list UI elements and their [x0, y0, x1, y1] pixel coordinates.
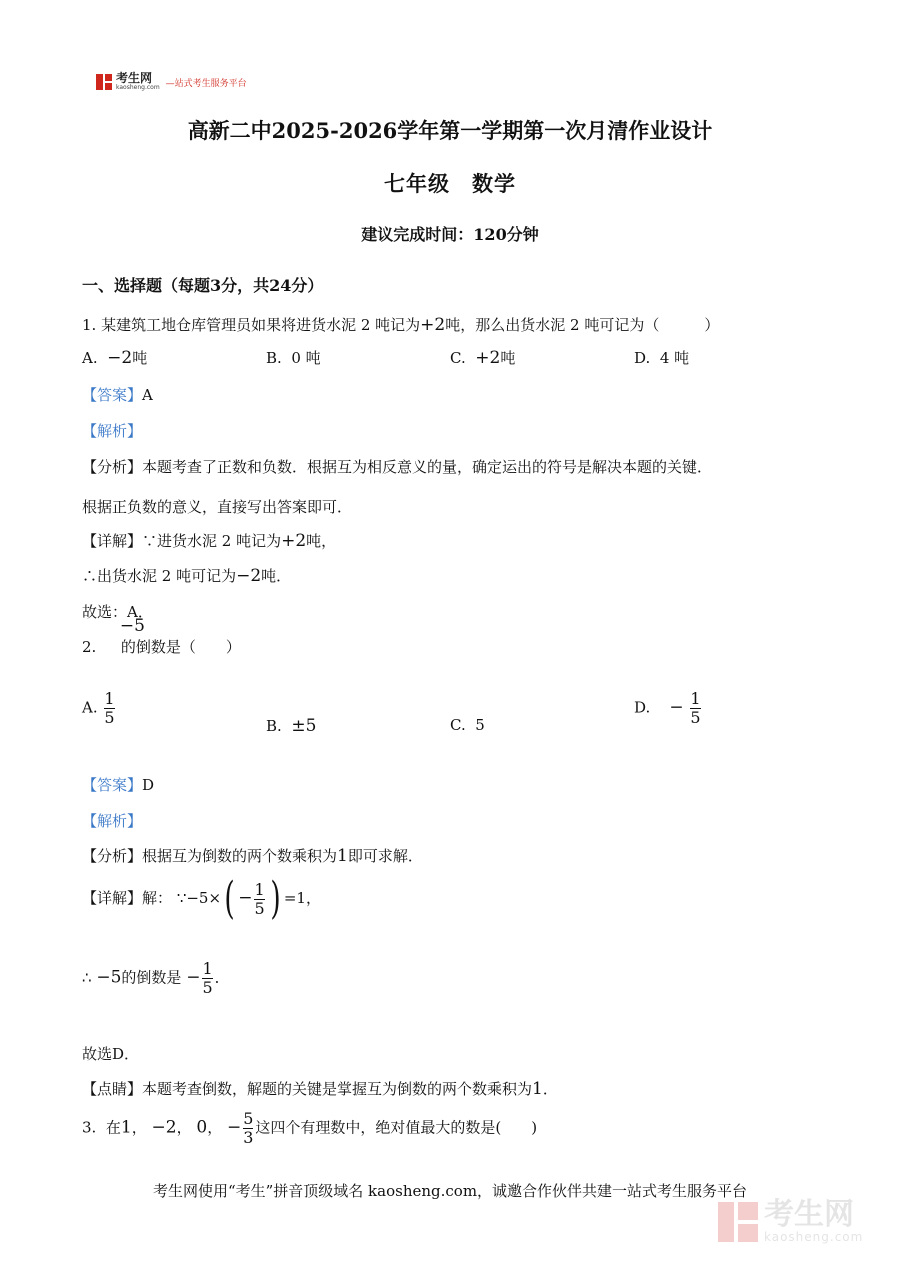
watermark-logo-icon: [718, 1202, 758, 1242]
q2-therefore: ∴ −5的倒数是 − $\frac{1}{5}$ ．: [82, 959, 230, 997]
q1-choose: 故选：A．: [82, 603, 153, 621]
q2-detail: 【详解】解： ∵−5×( − $\frac{1}{5}$ ) =1，: [82, 873, 321, 924]
q3-stem: 3. 在1， −2， 0， − $\frac{5}{3}$ 这四个有理数中，绝对值最大的数是( ): [82, 1109, 538, 1147]
q1-fenxi: 【分析】本题考查了正数和负数．根据互为相反意义的量，确定运出的符号是解决本题的关键．: [82, 458, 713, 476]
q2-analysis-tag: 【解析】: [82, 812, 143, 830]
q1-stem: 1. 某建筑工地仓库管理员如果将进货水泥 2 吨记为+2吨，那么出货水泥 2 吨可记为（ ）: [82, 315, 720, 335]
brand-name: 考生网: [116, 71, 153, 85]
time-note: 建议完成时间：120分钟: [361, 225, 539, 244]
q1-detail: 【详解】∵进货水泥 2 吨记为+2吨，: [82, 531, 337, 551]
watermark-domain: kaosheng.com: [764, 1230, 864, 1244]
q2-answer: 【答案】D: [82, 776, 155, 794]
q2-option-c: C. 5: [450, 716, 485, 734]
watermark-name: 考生网: [764, 1197, 854, 1232]
watermark: [718, 1197, 864, 1244]
q1-option-c: C. +2吨: [450, 348, 516, 368]
page-subtitle: 七年级 数学: [384, 171, 516, 196]
q1-answer: 【答案】A: [82, 386, 153, 404]
q2-choose: 故选D．: [82, 1045, 140, 1063]
page-title: 高新二中2025-2026学年第一学期第一次月清作业设计: [187, 118, 713, 143]
q2-option-a: A. $\frac{1}{5}$: [82, 689, 115, 727]
q1-option-a: A. −2吨: [82, 348, 148, 368]
q2-fenxi: 【分析】根据互为倒数的两个数乘积为1即可求解．: [82, 846, 423, 866]
q1-option-d: D. 4 吨: [634, 349, 690, 367]
q2-option-d: D. − $\frac{1}{5}$: [634, 689, 701, 727]
q1-option-b: B. 0 吨: [266, 349, 321, 367]
q2-dianjing: 【点睛】本题考查倒数，解题的关键是掌握互为倒数的两个数乘积为1．: [82, 1079, 558, 1099]
q1-fenxi2: 根据正负数的意义，直接写出答案即可．: [82, 498, 353, 516]
brand-slogan: —站式考生服务平台: [165, 78, 247, 89]
brand-logo-icon: [96, 74, 112, 90]
q2-option-b: B. ±5: [266, 716, 317, 736]
brand-logo: [96, 73, 247, 91]
section-heading: 一、选择题（每题3分，共24分）: [82, 276, 324, 295]
q2-stem: 2. −5 的倒数是（ ）: [82, 616, 241, 656]
q1-analysis-tag: 【解析】: [82, 422, 143, 440]
q1-therefore: ∴出货水泥 2 吨可记为−2吨．: [82, 566, 292, 586]
brand-domain: kaosheng.com: [116, 84, 160, 91]
footer-text: 考生网使用“考生”拼音顶级域名 kaosheng.com，诚邀合作伙伴共建一站式考生服务平台: [152, 1182, 748, 1200]
